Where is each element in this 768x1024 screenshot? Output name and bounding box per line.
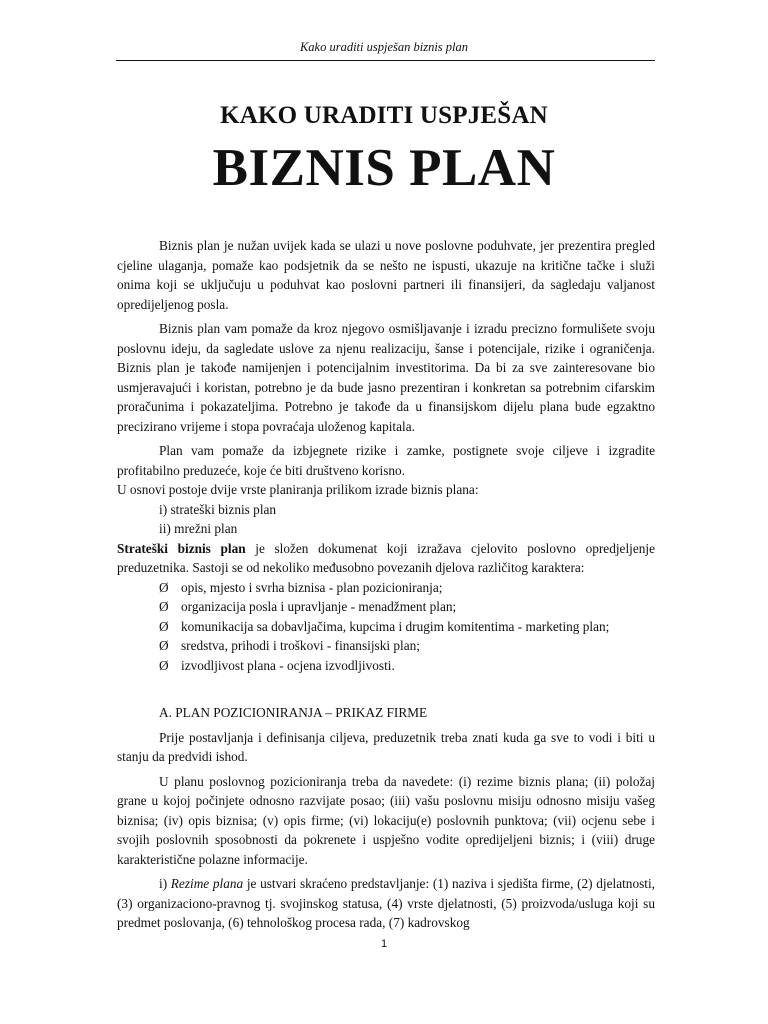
list-item	[117, 617, 655, 637]
plan-type-item: i) strateški biznis plan	[159, 501, 277, 517]
list-item-text: sredstva, prihodi i troškovi - finansijski plan;	[181, 638, 420, 653]
document-title-line1: KAKO URADITI USPJEŠAN	[220, 102, 548, 129]
paragraph-section-intro: Prije postavljanja i definisanja ciljeva, preduzetnik treba znati kuda ga sve to vodi i biti u stanju da predvidi ishod.	[117, 729, 655, 764]
running-header: Kako uraditi uspješan biznis plan	[299, 40, 469, 54]
paragraph-summary	[117, 874, 655, 933]
paragraph-purpose: Biznis plan vam pomaže da kroz njegovo osmišljavanje i izradu precizno formulišete svoju poslovnu ideju, da sagledate uslove za njenu realizaciju, šanse i potencijale, rizike i ograničenja. Biznis plan je takođe namijenjen i potencijalnim investitorima. Da bi za sve zainteresovane bio usmjeravajući i koristan, potrebno je da bude jasno prezentiran i konkretan sa potrebnim cifarskim proračunima i pokazateljima. Potrebno je takođe da u finansijskom dijelu plana bude egzaktno precizirano vrijeme i stopa povraćaja uloženog kapitala.	[117, 321, 655, 434]
list-item	[117, 578, 655, 598]
summary-prefix: i)	[159, 876, 171, 891]
list-item	[117, 636, 655, 656]
paragraph-strategic-plan	[117, 539, 655, 578]
list-item-text: komunikacija sa dobavljačima, kupcima i drugim komitentima - marketing plan;	[181, 618, 610, 634]
list-item	[117, 656, 655, 676]
paragraph-intro: Biznis plan je nužan uvijek kada se ulazi u nove poslovne poduhvate, jer prezentira pregled cjeline ulaganja, pomaže kao podsjetnik da se nešto ne ispusti, ukazuje na kritične tačke i služi onima koji se uključuju u poduhvat kao poslovni partneri ili finansijeri, da sagledaju valjanost opredijeljenog posla.	[117, 238, 655, 312]
plan-type-item: ii) mrežni plan	[159, 521, 238, 536]
list-item-text: organizacija posla i upravljanje - menadžment plan;	[181, 599, 457, 614]
bullet-arrow-icon: Ø	[159, 657, 169, 673]
strategic-plan-definition: je složen dokumenat koji izražava cjelovito poslovno opredjeljenje preduzetnika. Sastoji se od nekoliko međusobno povezanih djelova različitog karaktera:	[117, 540, 655, 575]
document-body	[117, 236, 655, 933]
list-item-text: opis, mjesto i svrha biznisa - plan pozicioniranja;	[181, 579, 443, 595]
bullet-arrow-icon: Ø	[159, 638, 169, 653]
bullet-arrow-icon: Ø	[159, 618, 169, 634]
bullet-list	[117, 578, 655, 676]
page-number: 1	[380, 938, 388, 950]
summary-term: Rezime plana	[170, 876, 244, 891]
document-title-line2: BIZNIS PLAN	[212, 139, 556, 197]
bullet-arrow-icon: Ø	[159, 579, 169, 595]
header-rule	[116, 60, 655, 61]
paragraph-benefits: Plan vam pomaže da izbjegnete rizike i zamke, postignete svoje ciljeve i izgradite profitabilno preduzeće, koje će biti društveno korisno.	[117, 443, 655, 478]
summary-text: je ustvari skraćeno predstavljanje: (1) naziva i sjedišta firme, (2) djelatnosti, (3) organizaciono-pravnog tj. svojinskog statusa, (4) vrste djelatnosti, (5) proizvoda/usluga koji su predmet poslovanja, (6) tehnološkog procesa rada, (7) kadrovskog	[117, 876, 655, 930]
list-item	[117, 597, 655, 617]
list-item-text: izvodljivost plana - ocjena izvodljivosti.	[181, 657, 395, 673]
bullet-arrow-icon: Ø	[159, 599, 169, 614]
paragraph-positioning: U planu poslovnog pozicioniranja treba da navedete: (i) rezime biznis plana; (ii) položaj grane u kojoj počinjete odnosno razvijate posao; (iii) vašu poslovnu misiju odnosno misiju vašeg biznisa; (iv) opis biznisa; (v) opis firme; (vi) lokaciju(e) poslovnih punktova; (vii) ocjenu sebe i svojih poslovnih sposobnosti da pokrenete i uspješno vodite opredijeljeni biznis; i (viii) druge karakteristične polazne informacije.	[117, 773, 655, 867]
strategic-plan-term: Strateški biznis plan	[117, 540, 246, 556]
paragraph-plan-types: U osnovi postoje dvije vrste planiranja prilikom izrade biznis plana:	[117, 482, 479, 497]
section-heading: A. PLAN POZICIONIRANJA – PRIKAZ FIRME	[159, 705, 428, 720]
